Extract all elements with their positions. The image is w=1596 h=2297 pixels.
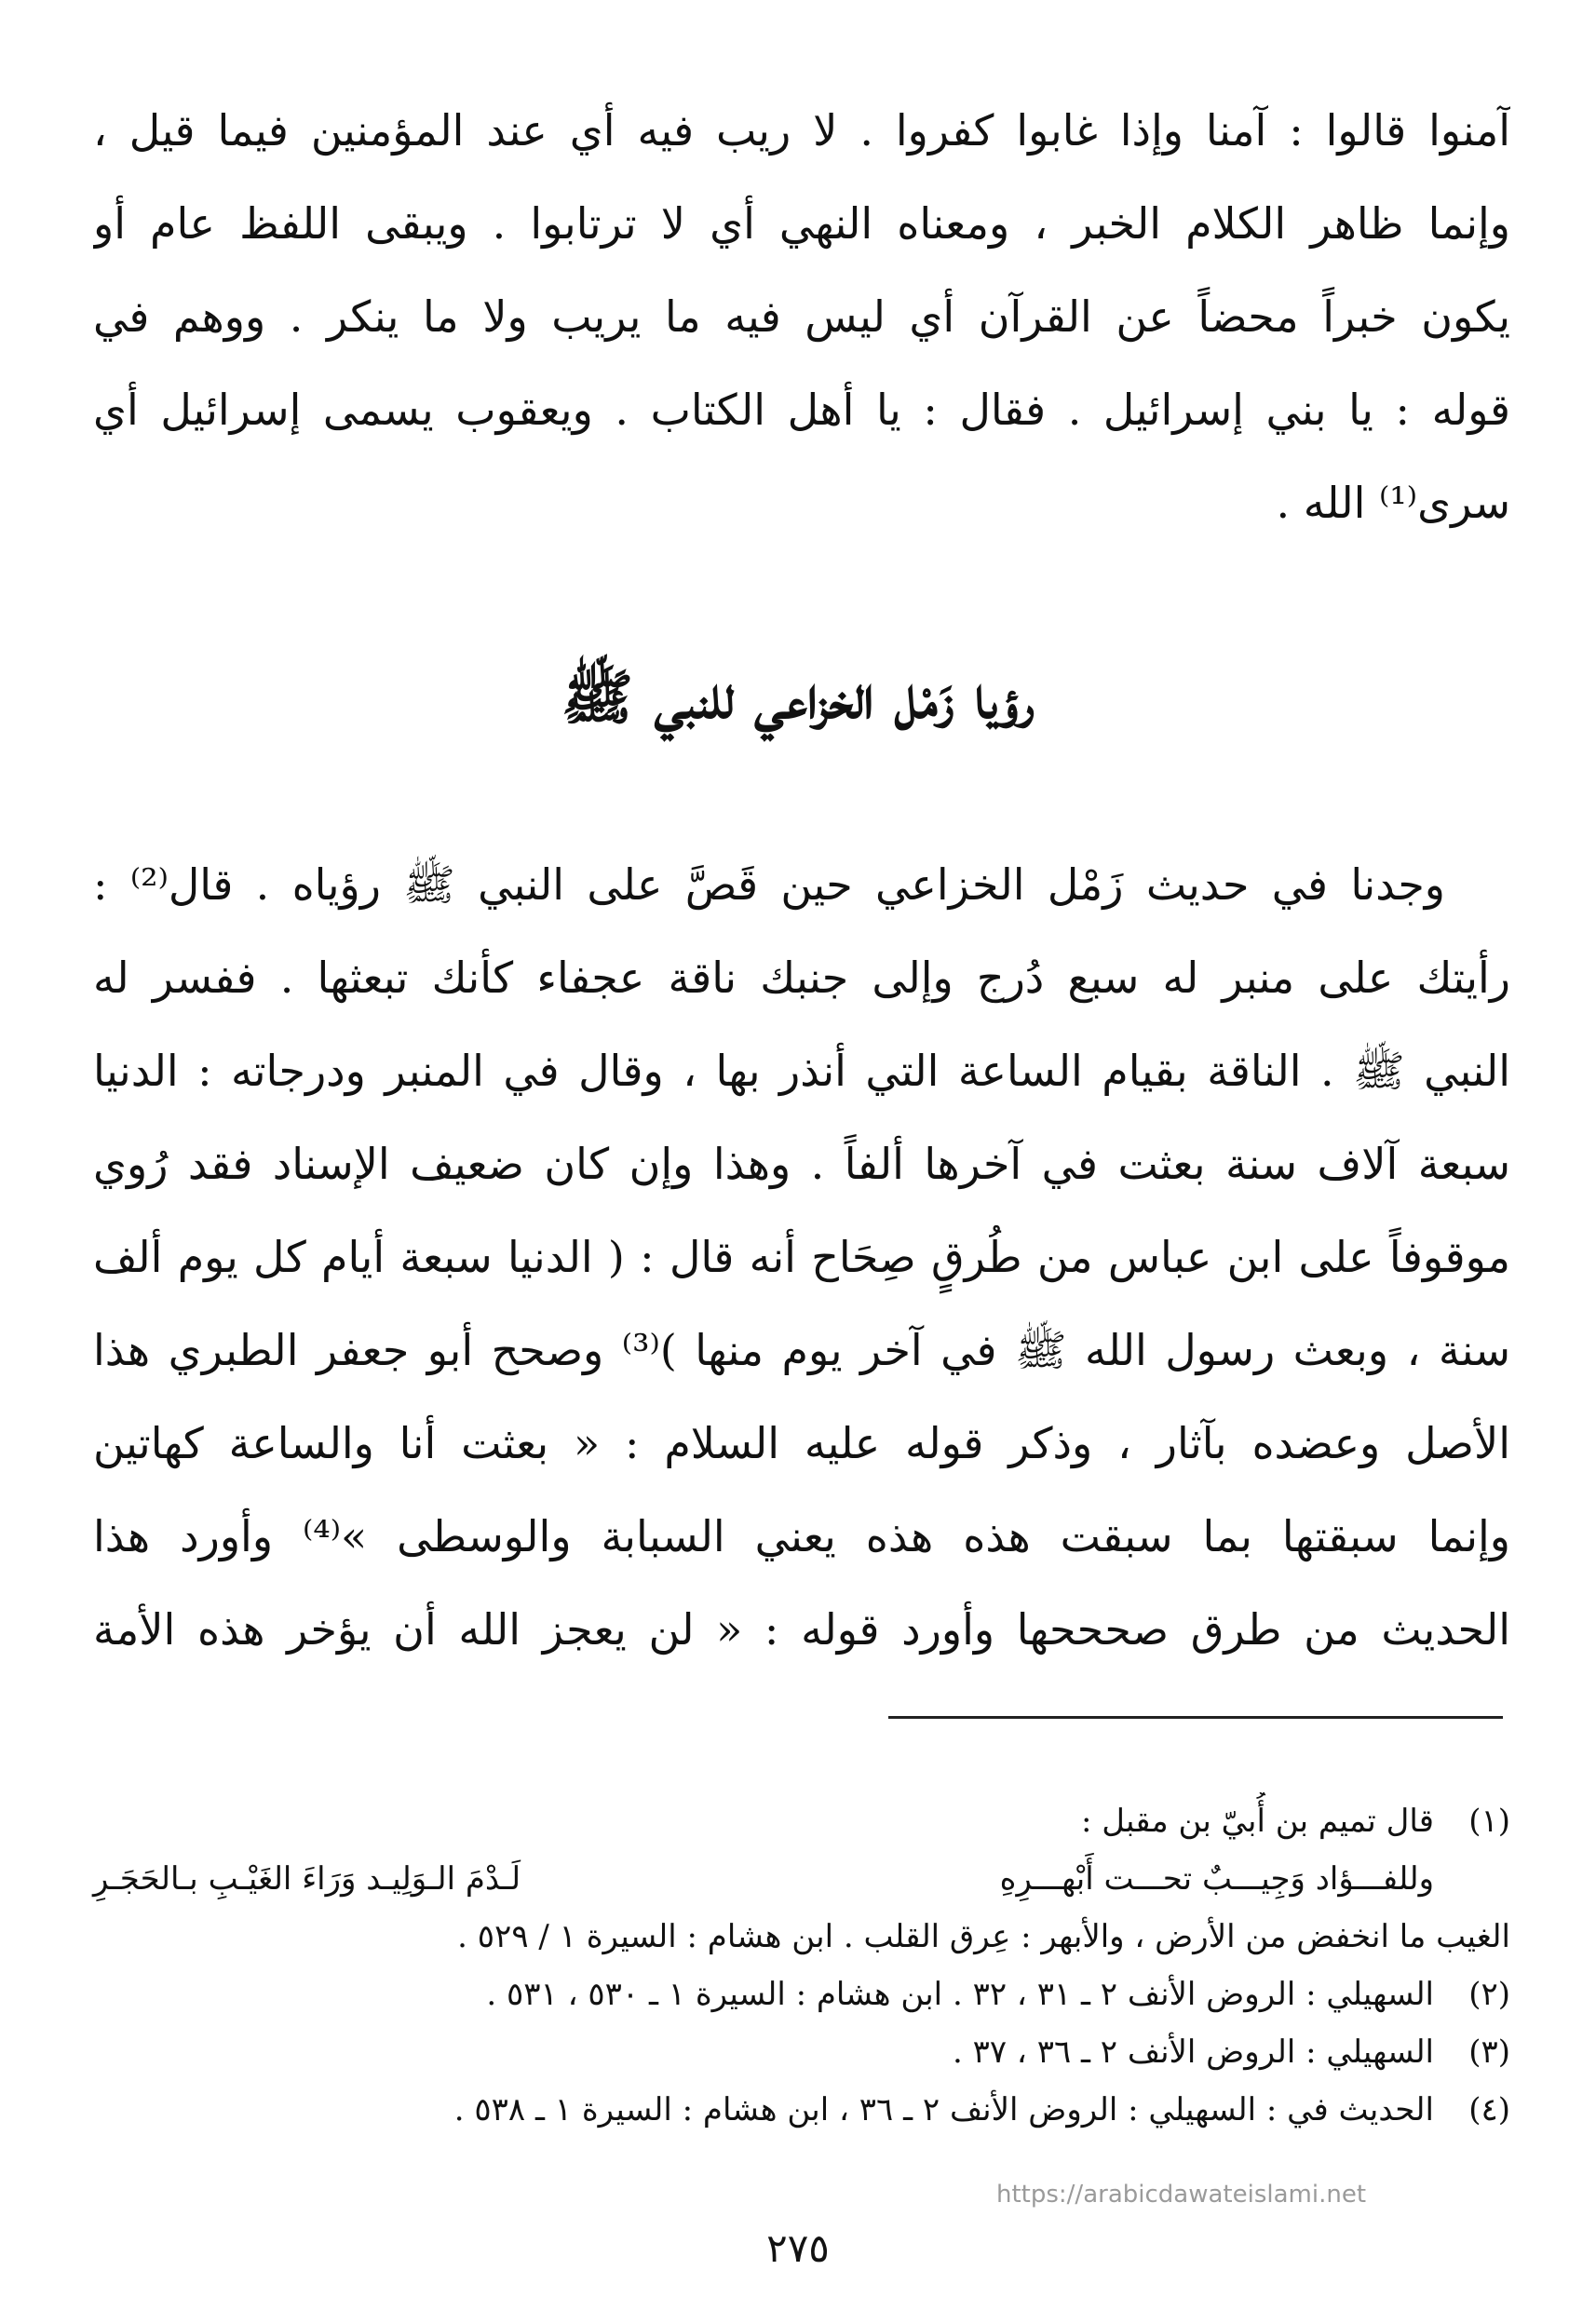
text-line: النبي ﷺ . الناقة بقيام الساعة التي أنذر بها ، وقال في المنبر ودرجاته : الدنيا — [93, 1046, 1510, 1096]
verse-hemistich-right: وللفـــؤاد وَجِيـــبٌ تحـــت أَبْهـــرِهِ — [999, 1860, 1434, 1898]
footnote-number: (٣) — [1468, 2034, 1510, 2071]
footnote-body — [93, 2023, 1434, 2081]
footnote-line: قال تميم بن أُبيّ بن مقبل : — [1081, 1803, 1434, 1840]
footnote-number: (١) — [1468, 1803, 1510, 1840]
intro-paragraph — [93, 84, 1510, 549]
footnote-body — [93, 1908, 1510, 1966]
body-paragraph — [93, 838, 1510, 1676]
footnote-number: (٤) — [1468, 2091, 1510, 2128]
footnote-line: الحديث في : السهيلي : الروض الأنف ٢ ـ ٣٦ ، ابن هشام : السيرة ١ ـ ٥٣٨ . — [453, 2091, 1434, 2128]
footnote-line: السهيلي : الروض الأنف ٢ ـ ٣١ ، ٣٢ . ابن هشام : السيرة ١ ـ ٥٣٠ ، ٥٣١ . — [486, 1976, 1434, 2013]
text-line: وإنما ظاهر الكلام الخبر ، ومعناه النهي أي لا ترتابوا . ويبقى اللفظ عام أو — [93, 198, 1510, 249]
text-line: سرى⁽¹⁾ الله . — [1276, 478, 1510, 528]
text-line: وجدنا في حديث زَمْل الخزاعي حين قَصَّ على النبي ﷺ رؤياه . قال⁽²⁾ : — [93, 859, 1445, 910]
footnote-line: الغيب ما انخفض من الأرض ، والأبهر : عِرق القلب . ابن هشام : السيرة ١ / ٥٢٩ . — [457, 1918, 1510, 1955]
text-line: سبعة آلاف سنة بعثت في آخرها ألفاً . وهذا وإن كان ضعيف الإسناد فقد رُوي — [93, 1139, 1510, 1189]
footnotes — [93, 1792, 1510, 2139]
footnote-body — [93, 1792, 1434, 1908]
text-line: موقوفاً على ابن عباس من طُرقٍ صِحَاح أنه قال : ( الدنيا سبعة أيام كل يوم ألف — [93, 1232, 1510, 1282]
footnote-line: السهيلي : الروض الأنف ٢ ـ ٣٦ ، ٣٧ . — [952, 2034, 1434, 2071]
text-line: سنة ، وبعث رسول الله ﷺ في آخر يوم منها )⁽³⁾ وصحح أبو جعفر الطبري هذا — [93, 1325, 1510, 1375]
section-heading: رؤيا زَمْل الخزاعي للنبي ﷺ — [561, 663, 1035, 733]
footnote-4 — [93, 2081, 1510, 2139]
text-line: الحديث من طرق صحححها وأورد قوله : « لن يعجز الله أن يؤخر هذه الأمة — [93, 1604, 1510, 1655]
watermark-url: https://arabicdawateislami.net — [996, 2181, 1367, 2209]
text-line: يكون خبراً محضاً عن القرآن أي ليس فيه ما يريب ولا ما ينكر . ووهم في — [93, 291, 1510, 342]
verse-hemistich-left: لَـدْمَ الـوَلِيـد وَرَاءَ الغَيْـبِ بـالحَجَـرِ — [93, 1860, 521, 1898]
footnote-body — [93, 2081, 1434, 2139]
footnote-body — [93, 1966, 1434, 2023]
footnote-2 — [93, 1966, 1510, 2023]
text-line: وإنما سبقتها بما سبقت هذه هذه يعني السبابة والوسطى »⁽⁴⁾ وأورد هذا — [93, 1511, 1510, 1561]
page-number: ٢٧٥ — [766, 2225, 830, 2271]
footnote-1 — [93, 1792, 1510, 1908]
text-line: قوله : يا بني إسرائيل . فقال : يا أهل الكتاب . ويعقوب يسمى إسرائيل أي — [93, 385, 1510, 435]
footnote-1-continued — [93, 1908, 1510, 1966]
text-line: رأيتك على منبر له سبع دُرج وإلى جنبك ناقة عجفاء كأنك تبعثها . ففسر له — [93, 953, 1510, 1003]
footnote-number: (٢) — [1468, 1976, 1510, 2013]
poetry-verse — [93, 1850, 1434, 1908]
footnote-3 — [93, 2023, 1510, 2081]
text-line: الأصل وعضده بآثار ، وذكر قوله عليه السلام : « بعثت أنا والساعة كهاتين — [93, 1418, 1510, 1468]
footnote-divider — [888, 1716, 1503, 1719]
text-line: آمنوا قالوا : آمنا وإذا غابوا كفروا . لا ريب فيه أي عند المؤمنين فيما قيل ، — [93, 105, 1510, 155]
